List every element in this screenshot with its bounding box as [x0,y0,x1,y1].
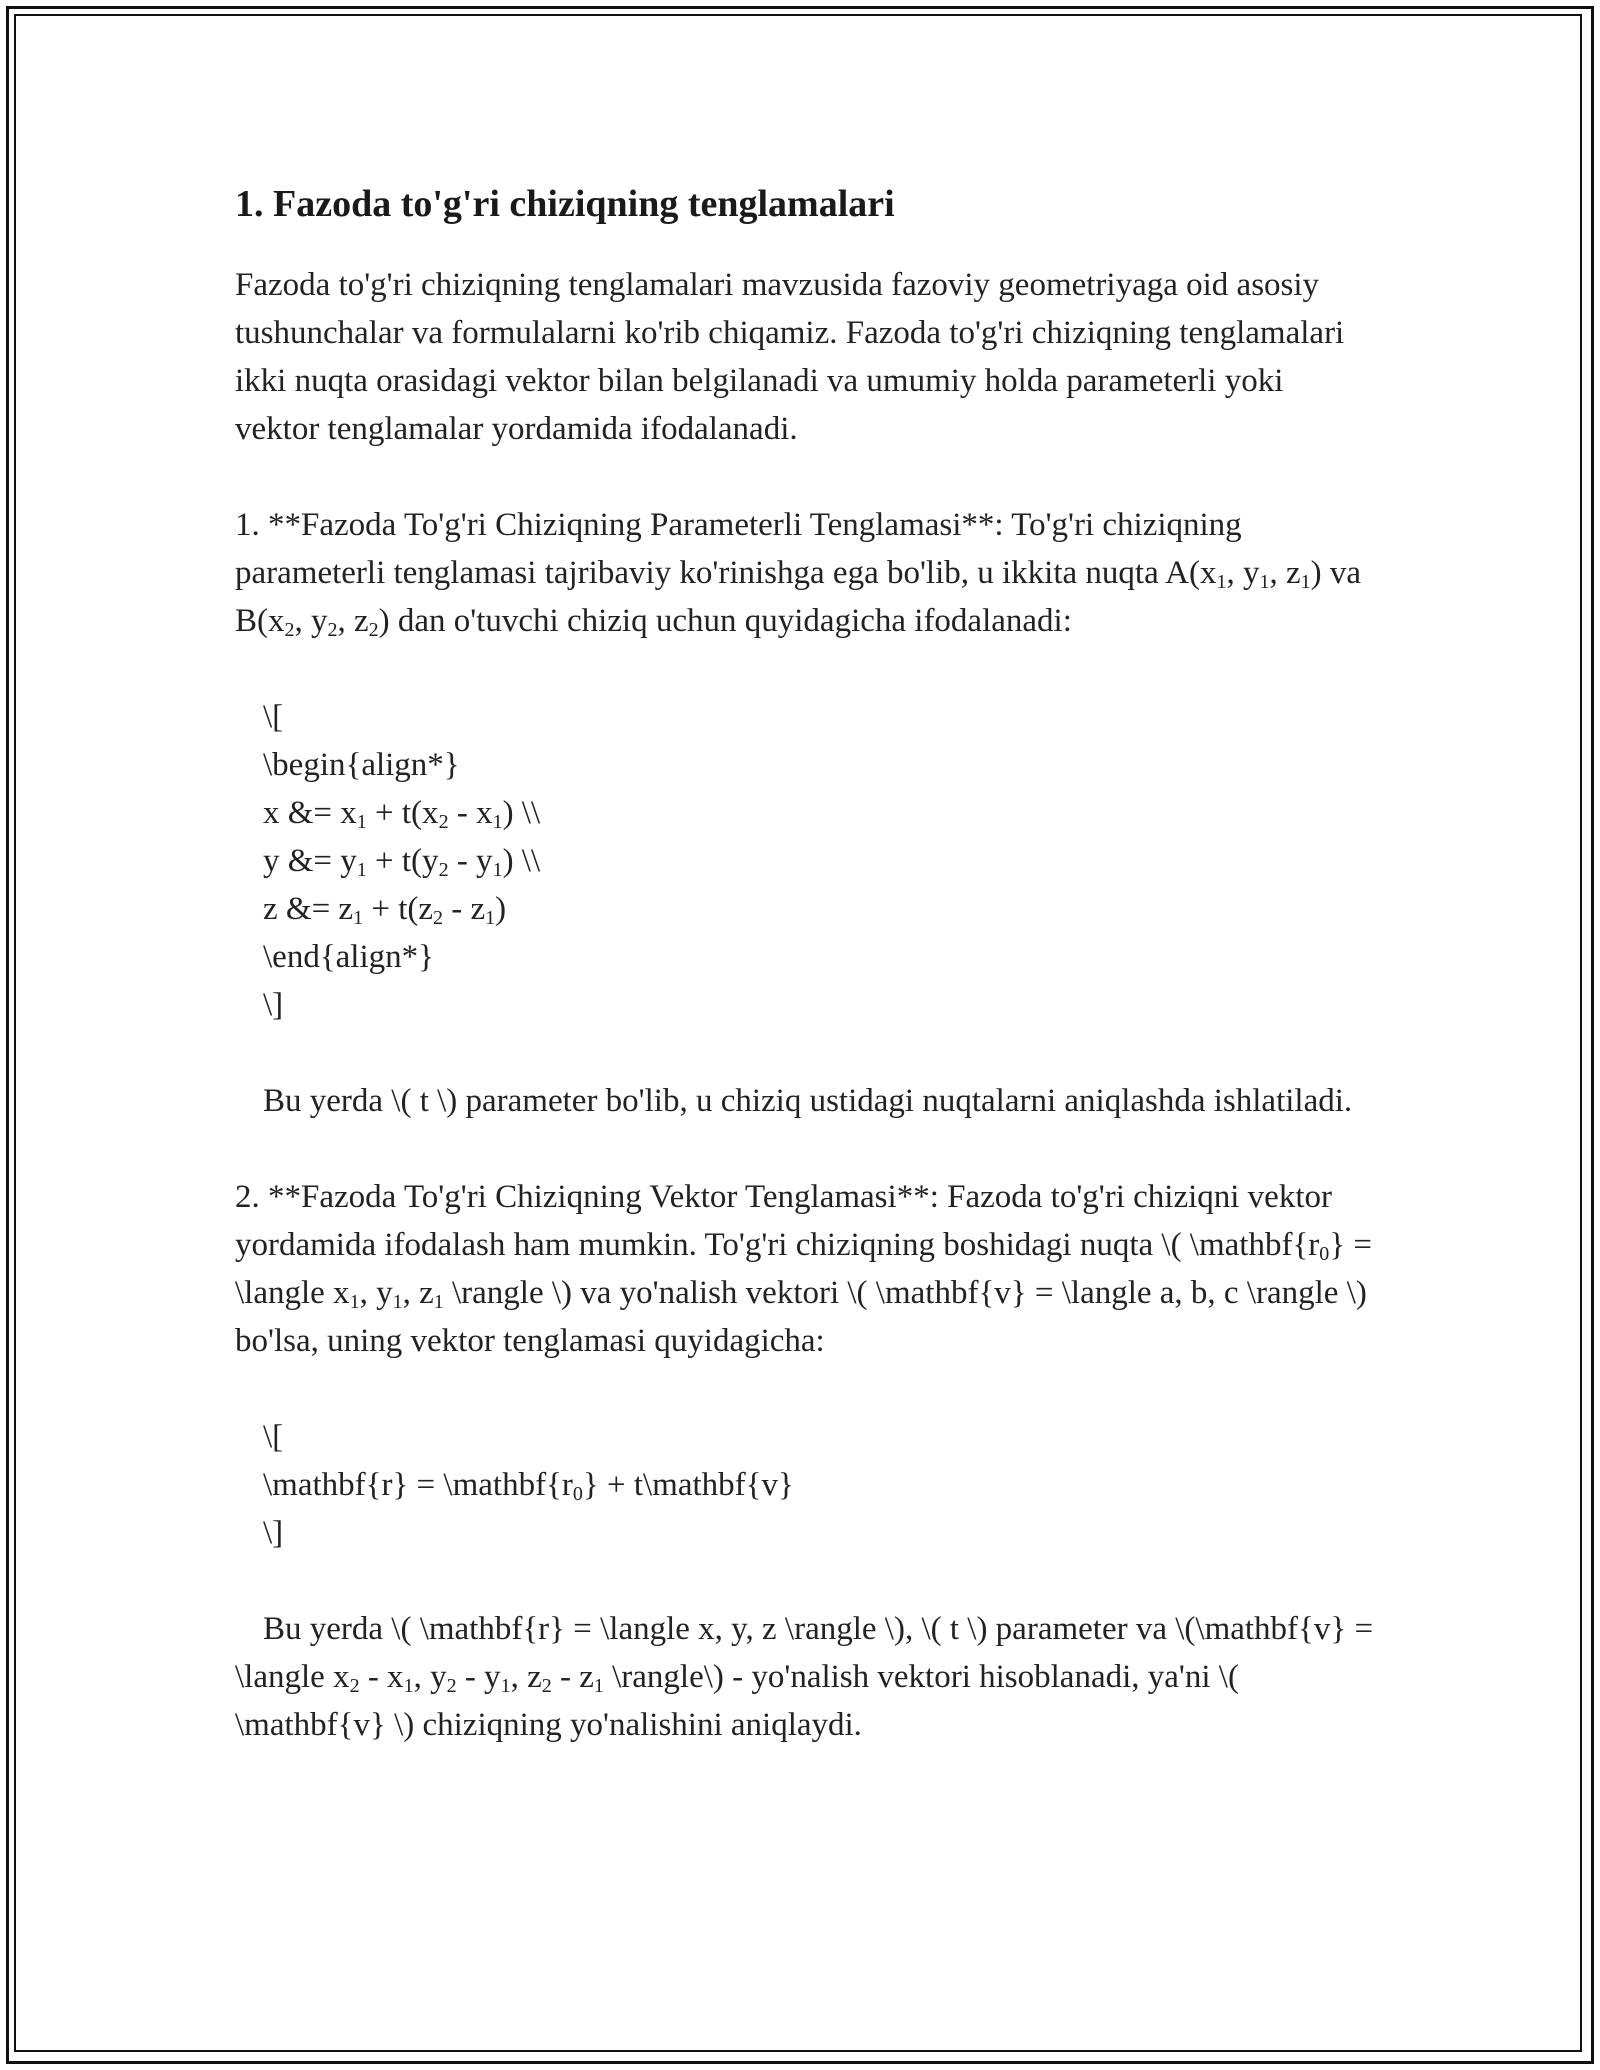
document-body [235,180,1375,1749]
math-begin: \begin{align*} [263,747,460,784]
math-end: \end{align*} [263,939,434,976]
math-open: \[ [263,699,284,736]
section1-after-paragraph: Bu yerda \( t \) parameter bo'lib, u chiziq ustidagi nuqtalarni aniqlashda ishlatiladi. [263,1083,1353,1120]
section2-paragraph: 2. **Fazoda To'g'ri Chiziqning Vektor Tenglamasi**: Fazoda to'g'ri chiziqni vektor yordamida ifodalash ham mumkin. To'g'ri chiziqning boshidagi nuqta \( $\backslash mathbf\{r_0\}$ = \langle $x_1$, $y_1$, $z_1$ \rangle \) va yo'nalish vektori \( \mathbf{v} = \langle a, b, c \rangle \) bo'lsa, uning vektor tenglamasi quyidagicha: [235,1179,1372,1360]
parametric-equation-block [235,693,1375,1029]
section1-paragraph: 1. **Fazoda To'g'ri Chiziqning Parameterli Tenglamasi**: To'g'ri chiziqning parameterli tenglamasi tajribaviy ko'rinishga ega bo'lib, u ikkita nuqta $A(x_1$, $y_1$, $z_1$) va $B(x_2$, $y_2$, $z_2$) dan o'tuvchi chiziq uchun quyidagicha ifodalanadi: [235,507,1362,642]
section2-after-paragraph: Bu yerda \( \mathbf{r} = \langle x, y, z \rangle \), \( t \) parameter va \(\mathbf{v} = \langle $x_2 - x_1$, $y_2 - y_1$, $z_2 - z_1$ \rangle\) - yo'nalish vektori hisoblanadi, ya'ni \( \mathbf{v} \) chiziqning yo'nalishini aniqlaydi. [235,1611,1374,1744]
math-close: \] [263,987,284,1024]
math-open-2: \[ [263,1419,284,1456]
equation-z: z &= $z_1 + t(z_2 - z_1)$ [263,891,507,930]
section-heading: 1. Fazoda to'g'ri chiziqning tenglamalari [235,183,895,225]
intro-paragraph: Fazoda to'g'ri chiziqning tenglamalari mavzusida fazoviy geometriyaga oid asosiy tushunchalar va formulalarni ko'rib chiqamiz. Fazoda to'g'ri chiziqning tenglamalari ikki nuqta orasidagi vektor bilan belgilanadi va umumiy holda parameterli yoki vektor tenglamalar yordamida ifodalanadi. [235,267,1345,448]
equation-x: x &= $x_1 + t(x_2 - x_1)$ \\ [263,795,541,834]
equation-y: y &= $y_1 + t(y_2 - y_1)$ \\ [263,843,541,882]
math-close-2: \] [263,1515,284,1552]
vector-equation-block [235,1413,1375,1557]
vector-equation: \mathbf{r} = $\backslash mathbf\{r_0\}$ + t\mathbf{v} [263,1467,794,1506]
